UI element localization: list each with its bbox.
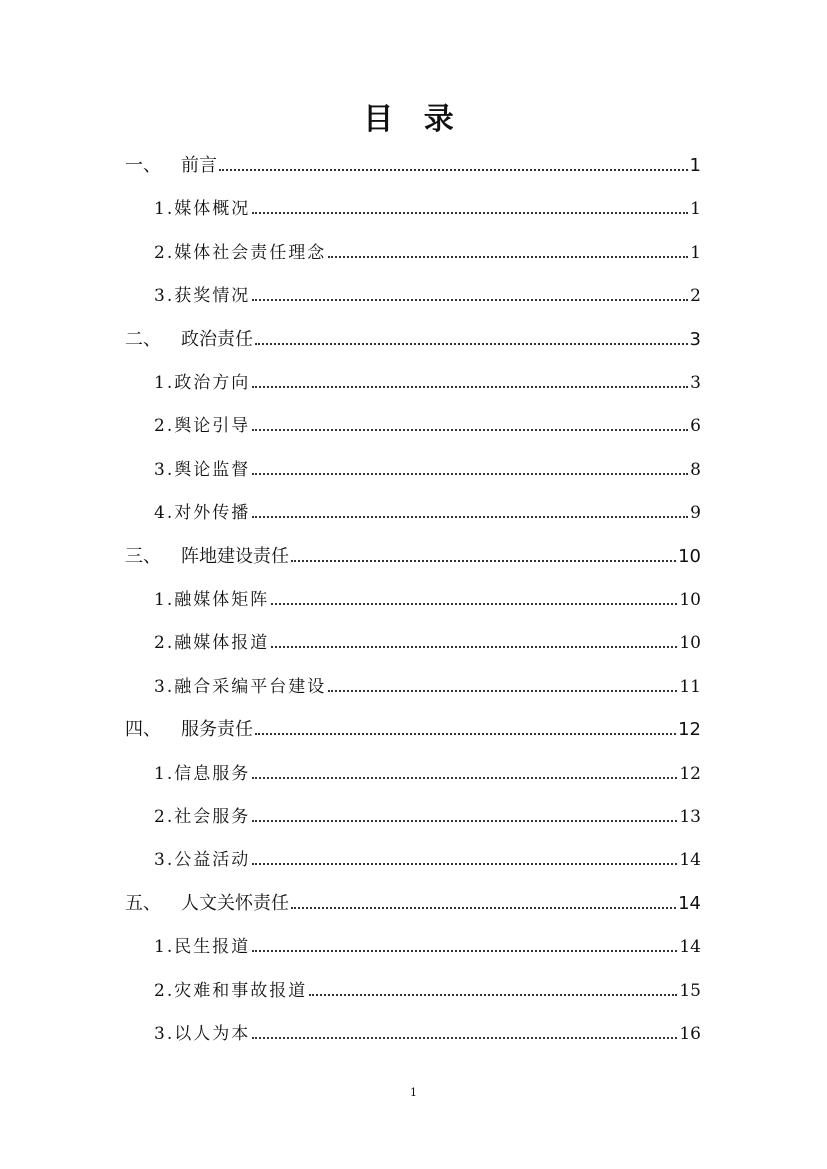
toc-entry-page: 1 bbox=[690, 242, 701, 263]
toc-entry-label: 融合采编平台建设 bbox=[174, 676, 327, 697]
toc-entry-number: 3. bbox=[154, 850, 175, 871]
toc-entry-number: 1. bbox=[154, 590, 175, 610]
toc-dot-leader bbox=[219, 159, 688, 173]
toc-entry-label: 灾难和事故报道 bbox=[174, 980, 308, 1001]
toc-entry-number: 2. bbox=[154, 633, 175, 654]
toc-entry-page: 16 bbox=[679, 1024, 701, 1044]
toc-entry-label: 对外传播 bbox=[174, 503, 251, 524]
toc-subsection-entry[interactable] bbox=[154, 196, 701, 222]
page-title: 目 录 bbox=[363, 102, 464, 137]
toc-entry-label: 民生报道 bbox=[174, 937, 251, 958]
toc-dot-leader bbox=[252, 419, 688, 433]
toc-entry-number: 四、 bbox=[125, 719, 161, 741]
toc-entry-label: 媒体概况 bbox=[174, 199, 251, 220]
toc-entry-label: 舆论引导 bbox=[174, 416, 251, 437]
toc-entry-label: 政治方向 bbox=[174, 373, 251, 393]
toc-dot-leader bbox=[328, 246, 688, 260]
page-number: 1 bbox=[410, 1086, 417, 1099]
toc-entry-label: 服务责任 bbox=[181, 719, 253, 741]
toc-dot-leader bbox=[252, 289, 688, 303]
toc-dot-leader bbox=[252, 1027, 677, 1041]
toc-entry-page: 1 bbox=[690, 199, 701, 220]
toc-dot-leader bbox=[291, 550, 676, 564]
toc-entry-page: 9 bbox=[690, 503, 701, 524]
toc-entry-number: 3. bbox=[154, 459, 175, 480]
toc-dot-leader bbox=[252, 853, 677, 867]
toc-section-entry[interactable] bbox=[125, 153, 701, 179]
toc-subsection-entry[interactable] bbox=[154, 1021, 701, 1047]
toc-subsection-entry[interactable] bbox=[154, 457, 701, 483]
toc-entry-label: 以人为本 bbox=[174, 1024, 251, 1044]
toc-dot-leader bbox=[252, 202, 688, 216]
toc-entry-page: 2 bbox=[690, 286, 701, 307]
toc-dot-leader bbox=[271, 593, 677, 607]
toc-section-entry[interactable] bbox=[125, 327, 701, 353]
toc-entry-page: 10 bbox=[678, 545, 701, 567]
toc-entry-number: 3. bbox=[154, 286, 175, 307]
toc-subsection-entry[interactable] bbox=[154, 500, 701, 526]
toc-section-entry[interactable] bbox=[125, 717, 701, 743]
toc-subsection-entry[interactable] bbox=[154, 587, 701, 613]
toc-entry-number: 一、 bbox=[125, 155, 161, 176]
toc-dot-leader bbox=[255, 723, 676, 737]
toc-entry-number: 三、 bbox=[125, 545, 161, 567]
toc-entry-label: 前言 bbox=[181, 155, 217, 176]
toc-entry-page: 14 bbox=[679, 937, 701, 958]
toc-entry-number: 五、 bbox=[125, 892, 161, 914]
toc-dot-leader bbox=[252, 463, 688, 477]
toc-entry-page: 12 bbox=[678, 719, 701, 741]
toc-subsection-entry[interactable] bbox=[154, 934, 701, 960]
toc-entry-number: 2. bbox=[154, 980, 175, 1001]
toc-entry-number: 1. bbox=[154, 199, 175, 220]
toc-entry-page: 11 bbox=[679, 676, 701, 697]
toc-dot-leader bbox=[328, 680, 677, 694]
toc-entry-label: 人文关怀责任 bbox=[181, 892, 289, 914]
toc-subsection-entry[interactable] bbox=[154, 847, 701, 873]
toc-subsection-entry[interactable] bbox=[154, 413, 701, 439]
toc-entry-page: 14 bbox=[679, 850, 701, 871]
toc-entry-page: 3 bbox=[689, 328, 701, 350]
toc-entry-label: 舆论监督 bbox=[174, 459, 251, 480]
toc-entry-page: 14 bbox=[678, 892, 701, 914]
toc-subsection-entry[interactable] bbox=[154, 674, 701, 700]
toc-entry-page: 6 bbox=[690, 416, 701, 437]
toc-entry-label: 信息服务 bbox=[174, 763, 251, 784]
toc-subsection-entry[interactable] bbox=[154, 630, 701, 656]
toc-dot-leader bbox=[309, 984, 677, 998]
toc-entry-page: 12 bbox=[679, 763, 701, 784]
toc-subsection-entry[interactable] bbox=[154, 804, 701, 830]
toc-entry-label: 媒体社会责任理念 bbox=[174, 242, 327, 263]
toc-subsection-entry[interactable] bbox=[154, 978, 701, 1004]
toc-entry-page: 10 bbox=[679, 633, 701, 654]
toc-section-entry[interactable] bbox=[125, 891, 701, 917]
toc-entry-number: 2. bbox=[154, 807, 175, 827]
toc-dot-leader bbox=[291, 897, 676, 911]
toc-dot-leader bbox=[252, 767, 677, 781]
toc-entry-number: 4. bbox=[154, 503, 175, 524]
toc-dot-leader bbox=[252, 376, 688, 390]
toc-entry-number: 3. bbox=[154, 1024, 175, 1044]
toc-entry-number: 1. bbox=[154, 937, 175, 958]
toc-dot-leader bbox=[271, 636, 677, 650]
toc-subsection-entry[interactable] bbox=[154, 370, 701, 396]
toc-entry-label: 融媒体报道 bbox=[174, 633, 270, 654]
toc-entry-number: 1. bbox=[154, 373, 175, 393]
toc-entry-label: 公益活动 bbox=[174, 850, 251, 871]
toc-entry-number: 2. bbox=[154, 416, 175, 437]
toc-entry-page: 1 bbox=[689, 155, 701, 176]
toc-entry-label: 政治责任 bbox=[181, 328, 253, 350]
toc-entry-number: 二、 bbox=[125, 328, 161, 350]
toc-entry-page: 15 bbox=[679, 980, 701, 1001]
toc-dot-leader bbox=[252, 506, 688, 520]
toc-dot-leader bbox=[252, 810, 677, 824]
toc-entry-page: 13 bbox=[679, 807, 701, 827]
toc-entry-number: 1. bbox=[154, 763, 175, 784]
toc-entry-page: 3 bbox=[690, 373, 701, 393]
toc-entry-number: 2. bbox=[154, 242, 175, 263]
toc-entry-label: 获奖情况 bbox=[174, 286, 251, 307]
toc-entry-label: 融媒体矩阵 bbox=[174, 590, 270, 610]
toc-subsection-entry[interactable] bbox=[154, 283, 701, 309]
toc-subsection-entry[interactable] bbox=[154, 761, 701, 787]
toc-entry-number: 3. bbox=[154, 676, 175, 697]
toc-entry-label: 阵地建设责任 bbox=[181, 545, 289, 567]
toc-section-entry[interactable] bbox=[125, 544, 701, 570]
toc-dot-leader bbox=[255, 333, 688, 347]
toc-entry-page: 10 bbox=[679, 590, 701, 610]
toc-subsection-entry[interactable] bbox=[154, 240, 701, 266]
toc-entry-page: 8 bbox=[690, 459, 701, 480]
toc-dot-leader bbox=[252, 940, 677, 954]
toc-entry-label: 社会服务 bbox=[174, 807, 251, 827]
